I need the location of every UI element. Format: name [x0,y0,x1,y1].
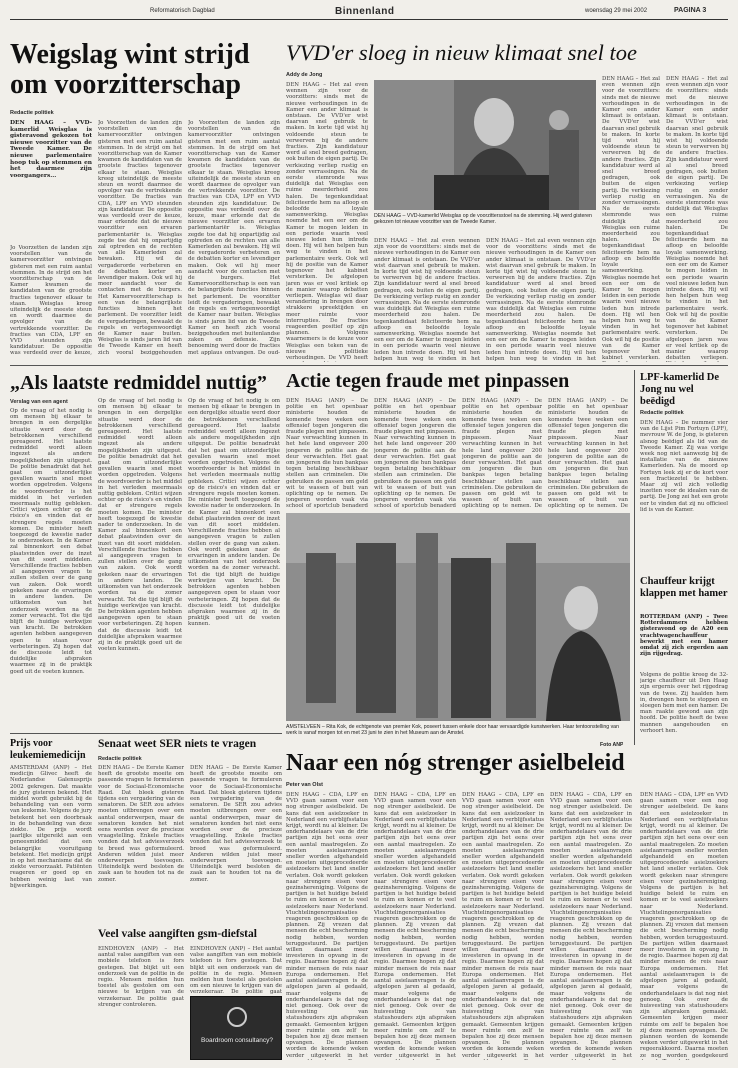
article-1-body-col1: Jo Voorzetten de landen zijn voorstellen van de kamervoorzitter ontvingen gisteren met een ruim aantal stemmen. In de strijd om het voorzitterschap van de Kamer kwamen de kandidaten van de grootste fracties tegenover elkaar te staan. Weisglas kreeg uiteindelijk de meeste steun en wordt daarmee de opvolger van de vertrekkende voorzitter. De fracties van CDA, LPF en VVD steunden zijn kandidatuur. De oppositie was verdeeld over de keuze, [10,245,92,355]
article-7-title: Prijs voor leukemiemedicijn [10,738,86,761]
article-1-lead: DEN HAAG – VVD-kamerlid Weisglas is gisteravond gekozen tot nieuwe voorzitter van de Tweede Kamer. De nieuwe parlementaire hoop tuk op stemmen en het daarmee zijn voorgangers... [10,120,92,179]
article-5-credit: Redactie politiek [640,410,684,416]
article-10-body-col4: DEN HAAG – CDA, LPF en VVD gaan samen voor een nog strenger asielbeleid. De kans dat een asielzoeker in Nederland een verblijfsstatus krijgt, wordt nu al kleiner. De onderhandelaars van de drie partijen zijn het eens over een aantal maatregelen. Zo moeten asielaanvragen sneller worden afgehandeld en moeten uitgeprocedeerde asielzoekers het land sneller verlaten. Ook wordt gekeken naar strengere eisen voor gezinshereniging. Volgens de partijen is het huidige beleid te ruim en komen er te veel asielzoekers naar Nederland. Vluchtelingenorganisaties reageren geschrokken op de plannen. Zij vrezen dat mensen die echt bescherming nodig hebben, worden teruggestuurd. De partijen willen daarnaast meer investeren in opvang in de regio. Daarmee hopen zij dat minder mensen de reis naar Europa ondernemen. Het aantal asielaanvragen is de afgelopen jaren al gedaald, maar volgens de onderhandelaars is dat nog niet genoeg. Ook over de huisvesting van statushouders zijn afspraken gemaakt. Gemeenten krijgen meer ruimte om zelf te bepalen hoe zij deze mensen opvangen. De plannen worden de komende weken verder uitgewerkt in het [550,792,632,1059]
article-10-body-col5: DEN HAAG – CDA, LPF en VVD gaan samen voor een nog strenger asielbeleid. De kans dat een asielzoeker in Nederland een verblijfsstatus krijgt, wordt nu al kleiner. De onderhandelaars van de drie partijen zijn het eens over een aantal maatregelen. Zo moeten asielaanvragen sneller worden afgehandeld en moeten uitgeprocedeerde asielzoekers het land sneller verlaten. Ook wordt gekeken naar strengere eisen voor gezinshereniging. Volgens de partijen is het huidige beleid te ruim en komen er te veel asielzoekers naar Nederland. Vluchtelingenorganisaties reageren geschrokken op de plannen. Zij vrezen dat mensen die echt bescherming nodig hebben, worden teruggestuurd. De partijen willen daarnaast meer investeren in opvang in de regio. Daarmee hopen zij dat minder mensen de reis naar Europa ondernemen. Het aantal asielaanvragen is de afgelopen jaren al gedaald, maar volgens de onderhandelaars is dat nog niet genoeg. Ook over de huisvesting van statushouders zijn afspraken gemaakt. Gemeenten krijgen meer ruimte om zelf te bepalen hoe zij deze mensen opvangen. De plannen worden de komende weken verder uitgewerkt in het regeerakkoord. Daarna moeten ze nog worden goedgekeurd [640,792,728,1059]
article-10-body-col3: DEN HAAG – CDA, LPF en VVD gaan samen voor een nog strenger asielbeleid. De kans dat een asielzoeker in Nederland een verblijfsstatus krijgt, wordt nu al kleiner. De onderhandelaars van de drie partijen zijn het eens over een aantal maatregelen. Zo moeten asielaanvragen sneller worden afgehandeld en moeten uitgeprocedeerde asielzoekers het land sneller verlaten. Ook wordt gekeken naar strengere eisen voor gezinshereniging. Volgens de partijen is het huidige beleid te ruim en komen er te veel asielzoekers naar Nederland. Vluchtelingenorganisaties reageren geschrokken op de plannen. Zij vrezen dat mensen die echt bescherming nodig hebben, worden teruggestuurd. De partijen willen daarnaast meer investeren in opvang in de regio. Daarmee hopen zij dat minder mensen de reis naar Europa ondernemen. Het aantal asielaanvragen is de afgelopen jaren al gedaald, maar volgens de onderhandelaars is dat nog niet genoeg. Ook over de huisvesting van statushouders zijn afspraken gemaakt. Gemeenten krijgen meer ruimte om zelf te bepalen hoe zij deze mensen opvangen. De plannen worden de komende weken verder uitgewerkt in het [462,792,544,1059]
article-6-body: Volgens de politie kreeg de 32-jarige chauffeur uit Den Haag zijn ergernis over het rijgedrag van de twee. Zij haalden hem in, dwongen hem te stoppen en sloegen hem met een hamer. De man raakte gewond aan zijn hoofd. De politie heeft de twee mannen aangehouden en verhoort hen. [640,672,728,734]
article-1-body-col3: Jo Voorzetten de landen zijn voorstellen van de kamervoorzitter ontvingen gisteren met een ruim aantal stemmen. In de strijd om het voorzitterschap van de Kamer kwamen de kandidaten van de grootste fracties tegenover elkaar te staan. Weisglas kreeg uiteindelijk de meeste steun en wordt daarmee de opvolger van de vertrekkende voorzitter. De fracties van CDA, LPF en VVD steunden zijn kandidatuur. De oppositie was verdeeld over de keuze, maar erkende dat de nieuwe voorzitter een ervaren parlementariër is. Weisglas zegde toe dat hij onpartijdig zal optreden en de rechten van alle Kamerleden zal bewaken. Hij wil de vergaderorde verbeteren en de debatten korter en levendiger maken. Ook wil hij meer aandacht voor de contacten met de burgers. Het Kamervoorzitterschap is een van de belangrijkste functies binnen het parlement. De voorzitter leidt de vergaderingen, bewaakt de regels en vertegenwoordigt de Kamer naar buiten. Weisglas is sinds jaren lid van de Tweede Kamer en heeft zich vooral beziggehouden met buitenlandse zaken en defensie. Zijn benoeming werd door de fracties met applaus ontvangen. De oud- [188,120,280,355]
boardroom-ad[interactable] [190,996,282,1060]
article-2-photo-caption: DEN HAAG – VVD-kamerlid Weisglas op de voorzittersstoel na de stemming. Hij werd gisteren gekozen tot nieuwe voorzitter van de Tweede Kamer. [374,213,592,225]
article-3-body-col2: Op de vraag of het nodig is om mensen bij elkaar te brengen in een dergelijke situatie werd door de betrokkenen verschillend gereageerd. Het laatste redmiddel wordt alleen ingezet als andere mogelijkheden zijn uitgeput. De politie benadrukt dat het gaat om uitzonderlijke gevallen waarin snel moet worden opgetreden. Volgens de woordvoerder is het middel in het verleden meermaals nuttig gebleken. Critici wijzen echter op de risico's en vinden dat er strengere regels moeten komen. De minister heeft toegezegd de kwestie nader te onderzoeken. In de Kamer zal binnenkort een debat plaatsvinden over de inzet van dit soort middelen. Verschillende fracties hebben al aangegeven vragen te zullen stellen over de gang van zaken. Ook wordt gekeken naar de ervaringen in andere landen. De uitkomsten van het onderzoek worden na de zomer verwacht. Tot die tijd blijft de huidige werkwijze van kracht. De betrokken agenten hebben aangegeven open te staan voor verbeteringen. Zij hopen dat de discussie leidt tot duidelijke afspraken waarmee zij in de praktijk goed uit de voeten kunnen. [98,398,182,653]
article-10-credit: Peter van Olst [286,782,323,788]
article-3-body-col3: Op de vraag of het nodig is om mensen bij elkaar te brengen in een dergelijke situatie werd door de betrokkenen verschillend gereageerd. Het laatste redmiddel wordt alleen ingezet als andere mogelijkheden zijn uitgeput. De politie benadrukt dat het gaat om uitzonderlijke gevallen waarin snel moet worden opgetreden. Volgens de woordvoerder is het middel in het verleden meermaals nuttig gebleken. Critici wijzen echter op de risico's en vinden dat er strengere regels moeten komen. De minister heeft toegezegd de kwestie nader te onderzoeken. In de Kamer zal binnenkort een debat plaatsvinden over de inzet van dit soort middelen. Verschillende fracties hebben al aangegeven vragen te zullen stellen over de gang van zaken. Ook wordt gekeken naar de ervaringen in andere landen. De uitkomsten van het onderzoek worden na de zomer verwacht. Tot die tijd blijft de huidige werkwijze van kracht. De betrokken agenten hebben aangegeven open te staan voor verbeteringen. Zij hopen dat de discussie leidt tot duidelijke afspraken waarmee zij in de praktijk goed uit de voeten kunnen. [188,398,280,628]
article-7-body: AMSTERDAM (ANP) – Het medicijn Glivec heeft de Nederlandse Galenusprijs 2002 gekregen. Dat maakte de jury gisteren bekend. Het middel wordt gebruikt bij de behandeling van een vorm van leukemie. Volgens de jury betekent het een doorbraak in de behandeling van deze ziekte. De prijs wordt jaarlijks uitgereikt aan een geneesmiddel dat een belangrijke vooruitgang betekent. Het medicijn grijpt in op het mechanisme dat de ziekte veroorzaakt. Patiënten reageren er goed op en hebben weinig last van bijwerkingen. [10,765,92,889]
article-2-body-col4: DEN HAAG – Het zal even wennen zijn voor de voorzitters: sinds met de nieuwe verhoudingen in de Kamer een ander klimaat is ontstaan. De VVD'er wist daarvan snel gebruik te maken. In korte tijd wist hij voldoende steun te verwerven bij de andere fracties. Zijn kandidatuur werd al snel breed gedragen, ook buiten de eigen partij. De verkiezing verliep rustig en zonder verrassingen. Na de eerste stemronde was duidelijk dat Weisglas een ruime meerderheid zou halen. De tegenkandidaat feliciteerde hem na afloop en beloofde loyale samenwerking. Weisglas noemde het een eer om de Kamer te mogen leiden in een periode waarin veel nieuwe leden hun intrede doen. Hij wil hen helpen hun weg te vinden in het parlementaire werk. Ook wil hij de positie van de Kamer tegenover het kabinet versterken. [602,76,660,362]
weisglas-photo [374,80,596,210]
article-3-body-col1: Op de vraag of het nodig is om mensen bij elkaar te brengen in een dergelijke situatie werd door de betrokkenen verschillend gereageerd. Het laatste redmiddel wordt alleen ingezet als andere mogelijkheden zijn uitgeput. De politie benadrukt dat het gaat om uitzonderlijke gevallen waarin snel moet worden opgetreden. Volgens de woordvoerder is het middel in het verleden meermaals nuttig gebleken. Critici wijzen echter op de risico's en vinden dat er strengere regels moeten komen. De minister heeft toegezegd de kwestie nader te onderzoeken. In de Kamer zal binnenkort een debat plaatsvinden over de inzet van dit soort middelen. Verschillende fracties hebben al aangegeven vragen te zullen stellen over de gang van zaken. Ook wordt gekeken naar de ervaringen in andere landen. De uitkomsten van het onderzoek worden na de zomer verwacht. Tot die tijd blijft de huidige werkwijze van kracht. De betrokken agenten hebben aangegeven open te staan voor verbeteringen. Zij hopen dat de discussie leidt tot duidelijke afspraken waarmee zij in de praktijk goed uit de voeten kunnen. [10,408,92,675]
article-2-credit: Addy de Jong [286,72,323,78]
article-10-body-col1: DEN HAAG – CDA, LPF en VVD gaan samen voor een nog strenger asielbeleid. De kans dat een asielzoeker in Nederland een verblijfsstatus krijgt, wordt nu al kleiner. De onderhandelaars van de drie partijen zijn het eens over een aantal maatregelen. Zo moeten asielaanvragen sneller worden afgehandeld en moeten uitgeprocedeerde asielzoekers het land sneller verlaten. Ook wordt gekeken naar strengere eisen voor gezinshereniging. Volgens de partijen is het huidige beleid te ruim en komen er te veel asielzoekers naar Nederland. Vluchtelingenorganisaties reageren geschrokken op de plannen. Zij vrezen dat mensen die echt bescherming nodig hebben, worden teruggestuurd. De partijen willen daarnaast meer investeren in opvang in de regio. Daarmee hopen zij dat minder mensen de reis naar Europa ondernemen. Het aantal asielaanvragen is de afgelopen jaren al gedaald, maar volgens de onderhandelaars is dat nog niet genoeg. Ook over de huisvesting van statushouders zijn afspraken gemaakt. Gemeenten krijgen meer ruimte om zelf te bepalen hoe zij deze mensen opvangen. De plannen worden de komende weken verder uitgewerkt in het [286,792,368,1059]
article-9-body-col1: EINDHOVEN (ANP) – Het aantal valse aangiften van een mobiele telefoon is fors gestegen. Dat blijkt uit een onderzoek van de politie in de regio. Mensen melden hun toestel als gestolen om een nieuwe te krijgen van de verzekeraar. De politie gaat strenger controleren. [98,946,184,1008]
article-3-credit: Verslag van een agent [10,399,68,405]
ad-text: Boardroom consultancy? [201,1037,273,1044]
masthead-date: woensdag 29 mei 2002 [585,8,648,14]
rita-kok-photo [286,513,630,721]
article-4-title: Actie tegen fraude met pinpassen [286,370,570,392]
article-6-lead: ROTTERDAM (ANP) – Twee Rotterdammers hebben gisteravond op de A20 een vrachtwagenchauffeur bewerkt met een hamer omdat zij zich ergerden aan zijn rijgedrag. [640,614,728,658]
article-9-body-col2: EINDHOVEN (ANP) – Het aantal valse aangiften van een mobiele telefoon is fors gestegen. Dat blijkt uit een onderzoek van de politie in de regio. Mensen melden hun toestel als gestolen om een nieuwe te krijgen van de verzekeraar. De politie gaat [190,946,282,994]
article-1-title: Weigslag wint strijd om voorzitterschap [10,40,250,100]
article-4-body-col2: DEN HAAG (ANP) – De politie en het openbaar ministerie houden de komende twee weken een offensief tegen jongeren die fraude plegen met pinpassen. Naar verwachting kunnen in het hele land ongeveer 200 jongeren de politie aan de deur verwachten. Het gaat om jongeren die hun bankpas tegen betaling beschikbaar stellen aan criminelen. Die gebruiken de passen om geld wit te wassen of buit van oplichting op te nemen. De jongeren worden vaak via school of sportclub benaderd [374,398,456,510]
article-4-photo-caption: AMSTELVEEN – Rita Kok, de echtgenote van premier Kok, poseert tussen enkele door haar vervaardigde kunstwerken. Haar tentoonstelling van werk is vanaf morgen tot en met 23 juni te zien in het Museum aan de Amstel. [286,724,619,736]
rita-kok-photo-art [286,513,630,721]
masthead-left: Reformatorisch Dagblad [150,8,215,14]
page-number: PAGINA 3 [674,7,707,14]
article-2-body-col1: DEN HAAG – Het zal even wennen zijn voor de voorzitters: sinds met de nieuwe verhoudingen in de Kamer een ander klimaat is ontstaan. De VVD'er wist daarvan snel gebruik te maken. In korte tijd wist hij voldoende steun te verwerven bij de andere fracties. Zijn kandidatuur werd al snel breed gedragen, ook buiten de eigen partij. De verkiezing verliep rustig en zonder verrassingen. Na de eerste stemronde was duidelijk dat Weisglas een ruime meerderheid zou halen. De tegenkandidaat feliciteerde hem na afloop en beloofde loyale samenwerking. Weisglas noemde het een eer om de Kamer te mogen leiden in een periode waarin veel nieuwe leden hun intrede doen. Hij wil hen helpen hun weg te vinden in het parlementaire werk. Ook wil hij de positie van de Kamer tegenover het kabinet versterken. De afgelopen jaren was er veel kritiek op de manier waarop debatten verliepen. Weisglas wil daar verandering in brengen door strakkere spreektijden en meer ruimte voor interrupties. De fracties reageerden positief op zijn plannen. Volgens waarnemers is de keuze voor Weisglas een teken van de nieuwe politieke verhoudingen. De VVD heeft [286,82,368,361]
article-10-title: Naar een nóg strenger asielbeleid [286,750,625,776]
article-2-body-col2: DEN HAAG – Het zal even wennen zijn voor de voorzitters: sinds met de nieuwe verhoudingen in de Kamer een ander klimaat is ontstaan. De VVD'er wist daarvan snel gebruik te maken. In korte tijd wist hij voldoende steun te verwerven bij de andere fracties. Zijn kandidatuur werd al snel breed gedragen, ook buiten de eigen partij. De verkiezing verliep rustig en zonder verrassingen. Na de eerste stemronde was duidelijk dat Weisglas een ruime meerderheid zou halen. De tegenkandidaat feliciteerde hem na afloop en beloofde loyale samenwerking. Weisglas noemde het een eer om de Kamer te mogen leiden in een periode waarin veel nieuwe leden hun intrede doen. Hij wil hen helpen hun weg te vinden in het [374,238,480,362]
article-6-title: Chauffeur krijgt klappen met hamer [640,576,728,599]
article-4-photo-credit: Foto ANP [600,742,624,748]
section-title: Binnenland [335,6,395,17]
article-4-body-col4: DEN HAAG (ANP) – De politie en het openbaar ministerie houden de komende twee weken een offensief tegen jongeren die fraude plegen met pinpassen. Naar verwachting kunnen in het hele land ongeveer 200 jongeren de politie aan de deur verwachten. Het gaat om jongeren die hun bankpas tegen betaling beschikbaar stellen aan criminelen. Die gebruiken de passen om geld wit te wassen of buit van oplichting op te nemen. De [548,398,628,510]
weisglas-photo-art [374,80,596,210]
ad-logo-icon [227,1007,247,1027]
article-9-title: Veel valse aangiften gsm-diefstal [98,928,257,940]
article-2-body-col3: DEN HAAG – Het zal even wennen zijn voor de voorzitters: sinds met de nieuwe verhoudingen in de Kamer een ander klimaat is ontstaan. De VVD'er wist daarvan snel gebruik te maken. In korte tijd wist hij voldoende steun te verwerven bij de andere fracties. Zijn kandidatuur werd al snel breed gedragen, ook buiten de eigen partij. De verkiezing verliep rustig en zonder verrassingen. Na de eerste stemronde was duidelijk dat Weisglas een ruime meerderheid zou halen. De tegenkandidaat feliciteerde hem na afloop en beloofde loyale samenwerking. Weisglas noemde het een eer om de Kamer te mogen leiden in een periode waarin veel nieuwe leden hun intrede doen. Hij wil hen helpen hun weg te vinden in het [486,238,596,362]
article-8-body-col2: DEN HAAG – De Eerste Kamer heeft de grootste moeite om passende vragen te formuleren voor de Sociaal-Economische Raad. Dat bleek gisteren tijdens een vergadering van de senatoren. De SER zou advies moeten uitbrengen over een aantal onderwerpen, maar de senatoren konden het niet eens worden over de precieze vraagstelling. Enkele fracties vonden dat het adviesverzoek te breed was geformuleerd. Anderen wilden juist meer onderwerpen toevoegen. Uiteindelijk werd besloten de zaak aan te houden tot na de zomer. [190,765,282,883]
article-1-body-col2: Jo Voorzetten de landen zijn voorstellen van de kamervoorzitter ontvingen gisteren met een ruim aantal stemmen. In de strijd om het voorzitterschap van de Kamer kwamen de kandidaten van de grootste fracties tegenover elkaar te staan. Weisglas kreeg uiteindelijk de meeste steun en wordt daarmee de opvolger van de vertrekkende voorzitter. De fracties van CDA, LPF en VVD steunden zijn kandidatuur. De oppositie was verdeeld over de keuze, maar erkende dat de nieuwe voorzitter een ervaren parlementariër is. Weisglas zegde toe dat hij onpartijdig zal optreden en de rechten van alle Kamerleden zal bewaken. Hij wil de vergaderorde verbeteren en de debatten korter en levendiger maken. Ook wil hij meer aandacht voor de contacten met de burgers. Het Kamervoorzitterschap is een van de belangrijkste functies binnen het parlement. De voorzitter leidt de vergaderingen, bewaakt de regels en vertegenwoordigt de Kamer naar buiten. Weisglas is sinds jaren lid van de Tweede Kamer en heeft zich vooral beziggehouden [98,120,182,355]
article-10-body-col2: DEN HAAG – CDA, LPF en VVD gaan samen voor een nog strenger asielbeleid. De kans dat een asielzoeker in Nederland een verblijfsstatus krijgt, wordt nu al kleiner. De onderhandelaars van de drie partijen zijn het eens over een aantal maatregelen. Zo moeten asielaanvragen sneller worden afgehandeld en moeten uitgeprocedeerde asielzoekers het land sneller verlaten. Ook wordt gekeken naar strengere eisen voor gezinshereniging. Volgens de partijen is het huidige beleid te ruim en komen er te veel asielzoekers naar Nederland. Vluchtelingenorganisaties reageren geschrokken op de plannen. Zij vrezen dat mensen die echt bescherming nodig hebben, worden teruggestuurd. De partijen willen daarnaast meer investeren in opvang in de regio. Daarmee hopen zij dat minder mensen de reis naar Europa ondernemen. Het aantal asielaanvragen is de afgelopen jaren al gedaald, maar volgens de onderhandelaars is dat nog niet genoeg. Ook over de huisvesting van statushouders zijn afspraken gemaakt. Gemeenten krijgen meer ruimte om zelf te bepalen hoe zij deze mensen opvangen. De plannen worden de komende weken verder uitgewerkt in het [374,792,456,1059]
article-5-title: LPF-kamerlid De Jong nu wel beëdigd [640,372,720,407]
article-5-body: DEN HAAG – De nummer vier van de Lijst Pim Fortuyn (LPF), mevrouw W. de Jong, is gisteren alsnog beëdigd als lid van de Tweede Kamer. Zij was vorige week nog niet aanwezig bij de installatie van de nieuwe Kamerleden. Na de moord op Fortuyn leek zij er de kort voor een fractiezetel te hebben. Maar zij wil zich volledig inzetten voor de idealen van de partij. De Jong zei het een grote eer te vinden dat zij nu officieel lid is van de Kamer. [640,420,728,513]
article-2-title: VVD'er sloeg in nieuw klimaat snel toe [286,40,638,65]
article-8-title: Senaat weet SER niets te vragen [98,738,257,750]
masthead [10,6,728,20]
article-4-body-col3: DEN HAAG (ANP) – De politie en het openbaar ministerie houden de komende twee weken een offensief tegen jongeren die fraude plegen met pinpassen. Naar verwachting kunnen in het hele land ongeveer 200 jongeren de politie aan de deur verwachten. Het gaat om jongeren die hun bankpas tegen betaling beschikbaar stellen aan criminelen. Die gebruiken de passen om geld wit te wassen of buit van oplichting op te nemen. De [462,398,542,510]
article-4-body-col1: DEN HAAG (ANP) – De politie en het openbaar ministerie houden de komende twee weken een offensief tegen jongeren die fraude plegen met pinpassen. Naar verwachting kunnen in het hele land ongeveer 200 jongeren de politie aan de deur verwachten. Het gaat om jongeren die hun bankpas tegen betaling beschikbaar stellen aan criminelen. Die gebruiken de passen om geld wit te wassen of buit van oplichting op te nemen. De jongeren worden vaak via school of sportclub benaderd [286,398,368,510]
article-1-credit: Redactie politiek [10,110,54,116]
article-2-body-col5: DEN HAAG – Het zal even wennen zijn voor de voorzitters: sinds met de nieuwe verhoudingen in de Kamer een ander klimaat is ontstaan. De VVD'er wist daarvan snel gebruik te maken. In korte tijd wist hij voldoende steun te verwerven bij de andere fracties. Zijn kandidatuur werd al snel breed gedragen, ook buiten de eigen partij. De verkiezing verliep rustig en zonder verrassingen. Na de eerste stemronde was duidelijk dat Weisglas een ruime meerderheid zou halen. De tegenkandidaat feliciteerde hem na afloop en beloofde loyale samenwerking. Weisglas noemde het een eer om de Kamer te mogen leiden in een periode waarin veel nieuwe leden hun intrede doen. Hij wil hen helpen hun weg te vinden in het parlementaire werk. Ook wil hij de positie van de Kamer tegenover het kabinet versterken. De afgelopen jaren was er veel kritiek op de manier waarop debatten verliepen. [666,76,728,362]
article-8-credit: Redactie politiek [98,756,142,762]
article-3-title: „Als laatste redmiddel nuttig” [10,372,267,394]
article-8-body-col1: DEN HAAG – De Eerste Kamer heeft de grootste moeite om passende vragen te formuleren voor de Sociaal-Economische Raad. Dat bleek gisteren tijdens een vergadering van de senatoren. De SER zou advies moeten uitbrengen over een aantal onderwerpen, maar de senatoren konden het niet eens worden over de precieze vraagstelling. Enkele fracties vonden dat het adviesverzoek te breed was geformuleerd. Anderen wilden juist meer onderwerpen toevoegen. Uiteindelijk werd besloten de zaak aan te houden tot na de zomer. [98,765,184,883]
